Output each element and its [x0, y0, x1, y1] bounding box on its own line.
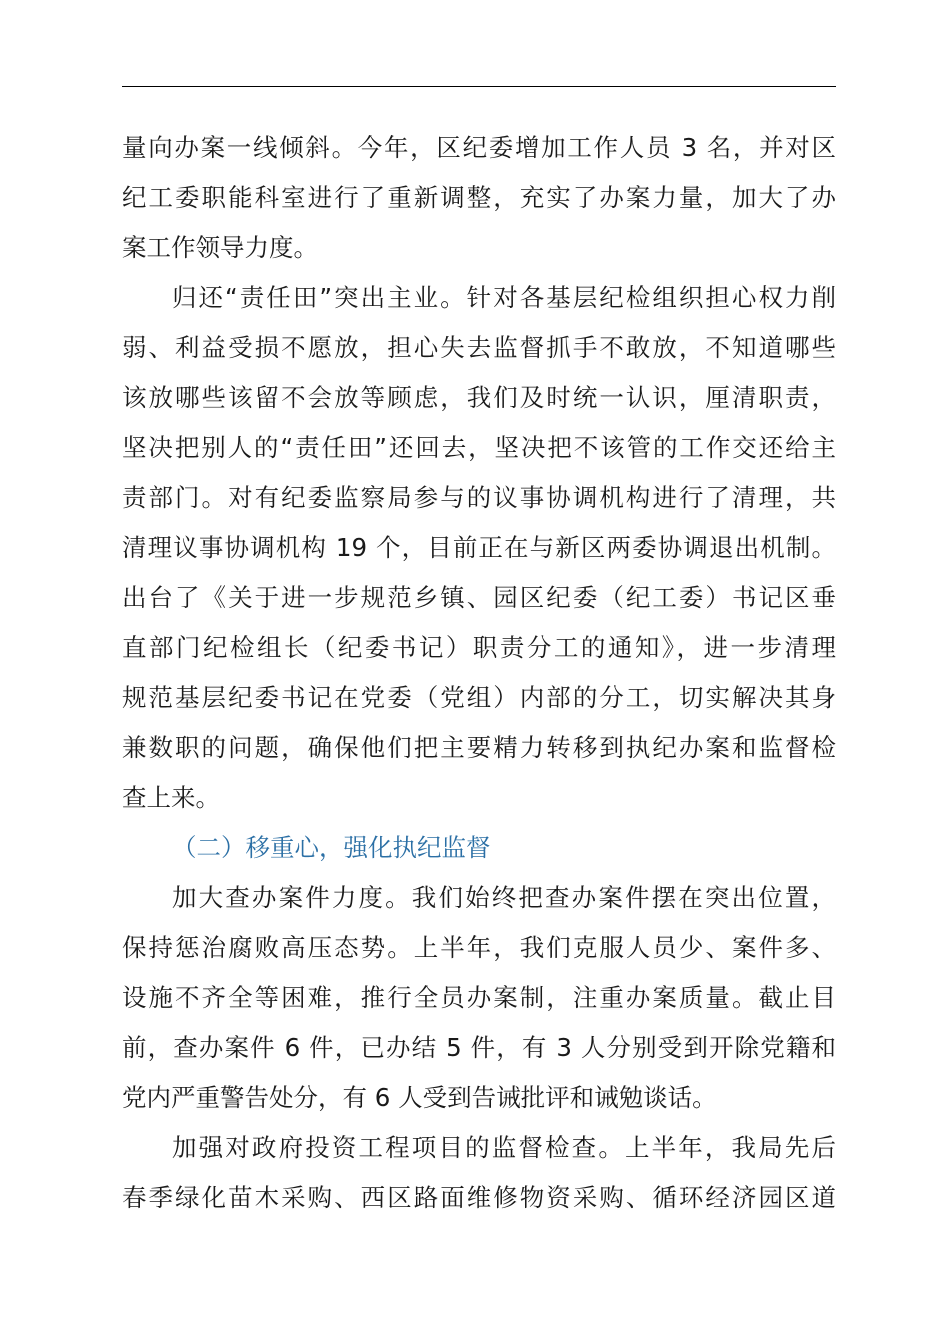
paragraph-first-line: 归还“责任田”突出主业。针对各基层纪检组织担心权力削 — [172, 283, 836, 312]
text-line: 出台了《关于进一步规范乡镇、园区纪委（纪工委）书记区垂 — [122, 583, 836, 612]
text-line: 查上来。 — [122, 783, 220, 812]
text-line: 坚决把别人的“责任田”还回去，坚决把不该管的工作交还给主 — [122, 433, 836, 462]
text-line: 责部门。对有纪委监察局参与的议事协调机构进行了清理，共 — [122, 483, 836, 512]
text-line: 量向办案一线倾斜。今年，区纪委增加工作人员 3 名，并对区 — [122, 133, 836, 162]
text-line: 前，查办案件 6 件，已办结 5 件，有 3 人分别受到开除党籍和 — [122, 1033, 836, 1062]
text-line: 清理议事协调机构 19 个，目前正在与新区两委协调退出机制。 — [122, 533, 836, 562]
text-line: 该放哪些该留不会放等顾虑，我们及时统一认识，厘清职责， — [122, 383, 836, 412]
text-line: 春季绿化苗木采购、西区路面维修物资采购、循环经济园区道 — [122, 1183, 836, 1212]
text-line: 兼数职的问题，确保他们把主要精力转移到执纪办案和监督检 — [122, 733, 836, 762]
text-line: 弱、利益受损不愿放，担心失去监督抓手不敢放，不知道哪些 — [122, 333, 836, 362]
text-line: 设施不齐全等困难，推行全员办案制，注重办案质量。截止目 — [122, 983, 836, 1012]
paragraph-first-line: 加强对政府投资工程项目的监督检查。上半年，我局先后 — [172, 1133, 836, 1162]
section-heading: （二）移重心，强化执纪监督 — [172, 833, 491, 862]
text-line: 纪工委职能科室进行了重新调整，充实了办案力量，加大了办 — [122, 183, 836, 212]
paragraph-first-line: 加大查办案件力度。我们始终把查办案件摆在突出位置， — [172, 883, 836, 912]
text-line: 规范基层纪委书记在党委（党组）内部的分工，切实解决其身 — [122, 683, 836, 712]
text-line: 案工作领导力度。 — [122, 233, 318, 262]
text-line: 党内严重警告处分，有 6 人受到告诫批评和诫勉谈话。 — [122, 1083, 717, 1112]
text-line: 直部门纪检组长（纪委书记）职责分工的通知》，进一步清理 — [122, 633, 836, 662]
text-line: 保持惩治腐败高压态势。上半年，我们克服人员少、案件多、 — [122, 933, 836, 962]
